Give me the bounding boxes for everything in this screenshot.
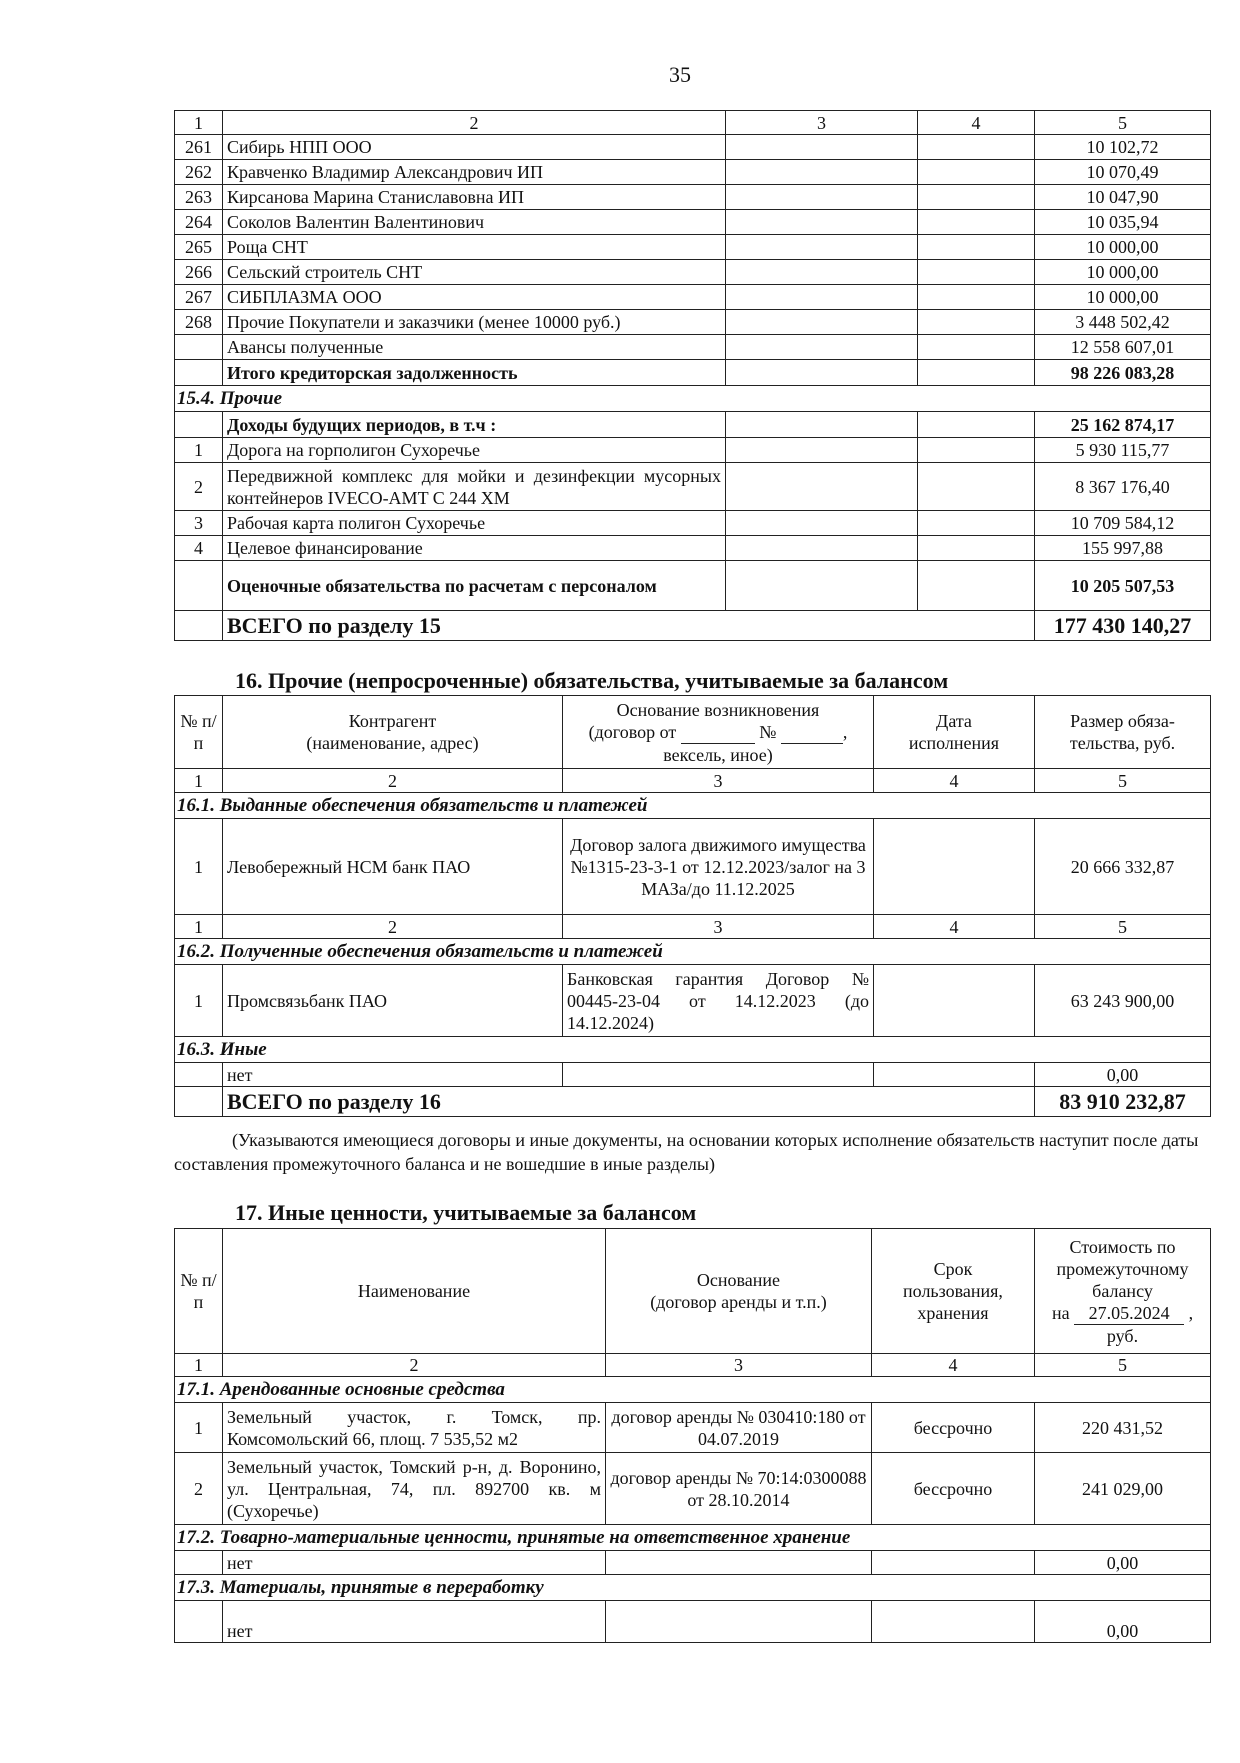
- subsection-header: [175, 1525, 1211, 1551]
- counterparty-name: Сельский строитель СНТ: [223, 260, 726, 285]
- subsection-17-1-title: 17.1. Арендованные основные средства: [175, 1377, 1211, 1403]
- deferred-income-row: [175, 412, 1211, 438]
- header-num: № п/п: [175, 696, 223, 769]
- total-payables-label: Итого кредиторская задолженность: [223, 360, 726, 386]
- grand-total-row: [175, 611, 1211, 641]
- asset-name: нет: [223, 1551, 606, 1575]
- grand-total-label: ВСЕГО по разделу 15: [223, 611, 1035, 641]
- subsection-header: [175, 1377, 1211, 1403]
- table-row: [175, 965, 1211, 1037]
- col-num: 1: [175, 769, 223, 793]
- blank-number: [781, 721, 843, 744]
- table-row: [175, 160, 1211, 185]
- counterparty-name: Промсвязьбанк ПАО: [223, 965, 563, 1037]
- amount: 10 047,90: [1035, 185, 1211, 210]
- col-num: 1: [175, 111, 223, 135]
- table-row: [175, 1601, 1211, 1643]
- asset-name: нет: [223, 1601, 606, 1643]
- col-num: 2: [223, 769, 563, 793]
- counterparty-name: Левобережный НСМ банк ПАО: [223, 819, 563, 915]
- row-number: 263: [175, 185, 223, 210]
- row-number: 266: [175, 260, 223, 285]
- amount: 10 102,72: [1035, 135, 1211, 160]
- term: [872, 1551, 1035, 1575]
- basis: [606, 1601, 872, 1643]
- row-number: [175, 1063, 223, 1087]
- estimated-liabilities-row: [175, 561, 1211, 611]
- amount: 10 000,00: [1035, 285, 1211, 310]
- header-counterparty: Контрагент (наименование, адрес): [223, 696, 563, 769]
- amount: 20 666 332,87: [1035, 819, 1211, 915]
- row-number: [175, 1601, 223, 1643]
- cost: 220 431,52: [1035, 1403, 1211, 1453]
- amount: 10 709 584,12: [1035, 511, 1211, 536]
- table-row: [175, 310, 1211, 335]
- amount: 0,00: [1035, 1063, 1211, 1087]
- subsection-16-3-title: 16.3. Иные: [175, 1037, 1211, 1063]
- table-row: [175, 1403, 1211, 1453]
- blank-date: [681, 721, 755, 744]
- subsection-header: [175, 793, 1211, 819]
- section-16-total-amount: 83 910 232,87: [1035, 1087, 1211, 1117]
- basis: [606, 1551, 872, 1575]
- column-number-row: [175, 111, 1211, 135]
- col-num: 1: [175, 915, 223, 939]
- table-row: [175, 135, 1211, 160]
- table-row: [175, 285, 1211, 310]
- col-num: 4: [872, 1354, 1035, 1377]
- header-num: № п/п: [175, 1229, 223, 1354]
- subsection-16-1-title: 16.1. Выданные обеспечения обязательств и платежей: [175, 793, 1211, 819]
- amount: 10 070,49: [1035, 160, 1211, 185]
- header-basis: Основание возникновения (договор от № , вексель, иное): [563, 696, 874, 769]
- col-num: 2: [223, 1354, 606, 1377]
- cost: 0,00: [1035, 1601, 1211, 1643]
- cost: 241 029,00: [1035, 1453, 1211, 1525]
- amount: 8 367 176,40: [1035, 463, 1211, 511]
- section-16-title: 16. Прочие (непросроченные) обязательства, учитываемые за балансом: [235, 668, 949, 693]
- subsection-17-3-title: 17.3. Материалы, принятые в переработку: [175, 1575, 1211, 1601]
- header-row: [175, 696, 1211, 769]
- table-section-15: [174, 110, 1211, 641]
- subsection-15-4-title: 15.4. Прочие: [175, 386, 1211, 412]
- header-amount: Размер обяза- тельства, руб.: [1035, 696, 1211, 769]
- item-name: Передвижной комплекс для мойки и дезинфекции мусорных контейнеров IVECO-AMT С 244 ХМ: [223, 463, 726, 511]
- row-number: 2: [175, 1453, 223, 1525]
- row-number: 1: [175, 819, 223, 915]
- row-number: 1: [175, 438, 223, 463]
- execution-date: [874, 965, 1035, 1037]
- table-row: [175, 1551, 1211, 1575]
- amount: 10 000,00: [1035, 260, 1211, 285]
- table-section-16: [174, 695, 1211, 1117]
- cost: 0,00: [1035, 1551, 1211, 1575]
- col-num: 1: [175, 1354, 223, 1377]
- amount: 10 035,94: [1035, 210, 1211, 235]
- table-row: [175, 511, 1211, 536]
- asset-name: Земельный участок, Томский р-н, д. Воронино, ул. Центральная, 74, пл. 892700 кв. м (Сухоречье): [223, 1453, 606, 1525]
- item-name: Целевое финансирование: [223, 536, 726, 561]
- row-number: 3: [175, 511, 223, 536]
- deferred-income-label: Доходы будущих периодов, в т.ч :: [223, 412, 726, 438]
- row-number: 4: [175, 536, 223, 561]
- header-name: Наименование: [223, 1229, 606, 1354]
- amount: 10 000,00: [1035, 235, 1211, 260]
- header-date: Дата исполнения: [874, 696, 1035, 769]
- subsection-header: [175, 939, 1211, 965]
- balance-date: 27.05.2024: [1074, 1302, 1184, 1325]
- amount: 63 243 900,00: [1035, 965, 1211, 1037]
- col-num: 3: [606, 1354, 872, 1377]
- amount: 5 930 115,77: [1035, 438, 1211, 463]
- basis: договор аренды № 030410:180 от 04.07.2019: [606, 1403, 872, 1453]
- header-row: [175, 1229, 1211, 1354]
- table-section-17: [174, 1228, 1211, 1643]
- table-row: [175, 1453, 1211, 1525]
- col-num: 3: [563, 915, 874, 939]
- col-num: 2: [223, 111, 726, 135]
- amount: 155 997,88: [1035, 536, 1211, 561]
- execution-date: [874, 1063, 1035, 1087]
- row-number: 267: [175, 285, 223, 310]
- table-row: [175, 235, 1211, 260]
- item-name: Рабочая карта полигон Сухоречье: [223, 511, 726, 536]
- basis: [563, 1063, 874, 1087]
- counterparty-name: Сибирь НПП ООО: [223, 135, 726, 160]
- table-row: [175, 463, 1211, 511]
- table-row: [175, 210, 1211, 235]
- counterparty-name: Роща СНТ: [223, 235, 726, 260]
- basis: договор аренды № 70:14:0300088 от 28.10.2014: [606, 1453, 872, 1525]
- item-name: Дорога на горполигон Сухоречье: [223, 438, 726, 463]
- table-row: [175, 1063, 1211, 1087]
- col-num: 5: [1035, 769, 1211, 793]
- row-number: 1: [175, 1403, 223, 1453]
- advances-row: [175, 335, 1211, 360]
- page-number: 35: [669, 62, 691, 87]
- counterparty-name: Кирсанова Марина Станиславовна ИП: [223, 185, 726, 210]
- row-number: 2: [175, 463, 223, 511]
- subsection-header: [175, 1575, 1211, 1601]
- counterparty-name: Кравченко Владимир Александрович ИП: [223, 160, 726, 185]
- header-term: Срок пользования, хранения: [872, 1229, 1035, 1354]
- col-num: 4: [874, 769, 1035, 793]
- col-num: 2: [223, 915, 563, 939]
- advances-amount: 12 558 607,01: [1035, 335, 1211, 360]
- table-row: [175, 536, 1211, 561]
- column-number-row: [175, 1354, 1211, 1377]
- row-number: 262: [175, 160, 223, 185]
- section-17-title: 17. Иные ценности, учитываемые за балансом: [235, 1200, 697, 1225]
- subsection-16-2-title: 16.2. Полученные обеспечения обязательств и платежей: [175, 939, 1211, 965]
- col-num: 3: [563, 769, 874, 793]
- advances-label: Авансы полученные: [223, 335, 726, 360]
- section-16-total-label: ВСЕГО по разделу 16: [223, 1087, 1035, 1117]
- subsection-header: [175, 1037, 1211, 1063]
- row-number: 268: [175, 310, 223, 335]
- term: бессрочно: [872, 1403, 1035, 1453]
- row-number: 261: [175, 135, 223, 160]
- section-16-total-row: [175, 1087, 1211, 1117]
- total-payables-row: [175, 360, 1211, 386]
- estimated-liabilities-amount: 10 205 507,53: [1035, 561, 1211, 611]
- total-payables-amount: 98 226 083,28: [1035, 360, 1211, 386]
- row-number: 1: [175, 965, 223, 1037]
- grand-total-amount: 177 430 140,27: [1035, 611, 1211, 641]
- table-row: [175, 438, 1211, 463]
- col-num: 5: [1035, 915, 1211, 939]
- row-number: 265: [175, 235, 223, 260]
- row-number: 264: [175, 210, 223, 235]
- counterparty-name: Прочие Покупатели и заказчики (менее 10000 руб.): [223, 310, 726, 335]
- subsection-17-2-title: 17.2. Товарно-материальные ценности, принятые на ответственное хранение: [175, 1525, 1211, 1551]
- counterparty-name: Соколов Валентин Валентинович: [223, 210, 726, 235]
- section-16-note: (Указываются имеющиеся договоры и иные документы, на основании которых исполнение обязательств наступит после даты составления промежуточного баланса и не вошедшие в иные разделы): [174, 1130, 1199, 1174]
- col-num: 5: [1035, 1354, 1211, 1377]
- subsection-header: [175, 386, 1211, 412]
- term: [872, 1601, 1035, 1643]
- table-row: [175, 260, 1211, 285]
- col-num: 4: [874, 915, 1035, 939]
- deferred-income-amount: 25 162 874,17: [1035, 412, 1211, 438]
- col-num: 5: [1035, 111, 1211, 135]
- header-cost: Стоимость по промежуточному балансу на 27.05.2024 , руб.: [1035, 1229, 1211, 1354]
- amount: 3 448 502,42: [1035, 310, 1211, 335]
- basis: Договор залога движимого имущества №1315-23-3-1 от 12.12.2023/залог на 3 МАЗа/до 11.12.2025: [563, 819, 874, 915]
- execution-date: [874, 819, 1035, 915]
- table-row: [175, 185, 1211, 210]
- column-number-row: [175, 915, 1211, 939]
- counterparty-name: СИБПЛАЗМА ООО: [223, 285, 726, 310]
- estimated-liabilities-label: Оценочные обязательства по расчетам с персоналом: [223, 561, 726, 611]
- col-num: 3: [726, 111, 918, 135]
- table-row: [175, 819, 1211, 915]
- basis: Банковская гарантия Договор № 00445-23-04 от 14.12.2023 (до 14.12.2024): [563, 965, 874, 1037]
- asset-name: Земельный участок, г. Томск, пр. Комсомольский 66, площ. 7 535,52 м2: [223, 1403, 606, 1453]
- col-num: 4: [918, 111, 1035, 135]
- term: бессрочно: [872, 1453, 1035, 1525]
- column-number-row: [175, 769, 1211, 793]
- header-basis: Основание (договор аренды и т.п.): [606, 1229, 872, 1354]
- counterparty-name: нет: [223, 1063, 563, 1087]
- row-number: [175, 1551, 223, 1575]
